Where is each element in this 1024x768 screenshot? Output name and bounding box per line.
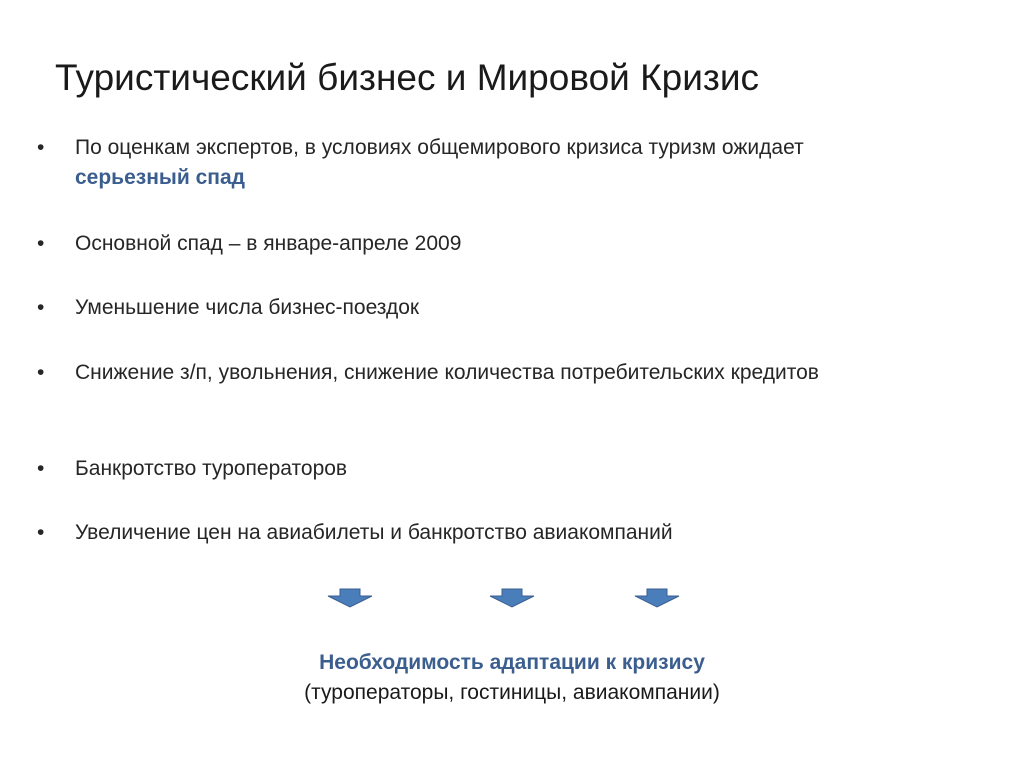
- bullet-text: Банкротство туроператоров: [75, 457, 348, 480]
- conclusion-heading: Необходимость адаптации к кризису: [319, 651, 705, 674]
- slide-title: Туристический бизнес и Мировой Кризис: [55, 57, 760, 98]
- bullet-text: [75, 133, 915, 193]
- bullet-icon: •: [37, 521, 45, 544]
- conclusion-subtext: (туроператоры, гостиницы, авиакомпании): [304, 681, 720, 704]
- bullet-icon: •: [37, 296, 45, 319]
- bullet-icon: •: [37, 457, 45, 480]
- down-arrow-icon: [489, 588, 535, 608]
- bullet-text-emphasis: серьезный спад: [75, 166, 245, 189]
- down-arrow-icon: [634, 588, 680, 608]
- bullet-icon: •: [37, 361, 45, 384]
- bullet-icon: •: [37, 232, 45, 255]
- down-arrow-icon: [327, 588, 373, 608]
- bullet-text: Увеличение цен на авиабилеты и банкротство авиакомпаний: [75, 521, 673, 544]
- bullet-text-main: По оценкам экспертов, в условиях общемирового кризиса туризм ожидает: [75, 136, 804, 159]
- conclusion: [0, 648, 1024, 708]
- bullet-text: Снижение з/п, увольнения, снижение количества потребительских кредитов: [75, 361, 819, 384]
- bullet-text: Уменьшение числа бизнес-поездок: [75, 296, 420, 319]
- bullet-text: Основной спад – в январе-апреле 2009: [75, 232, 462, 255]
- bullet-icon: •: [37, 136, 45, 159]
